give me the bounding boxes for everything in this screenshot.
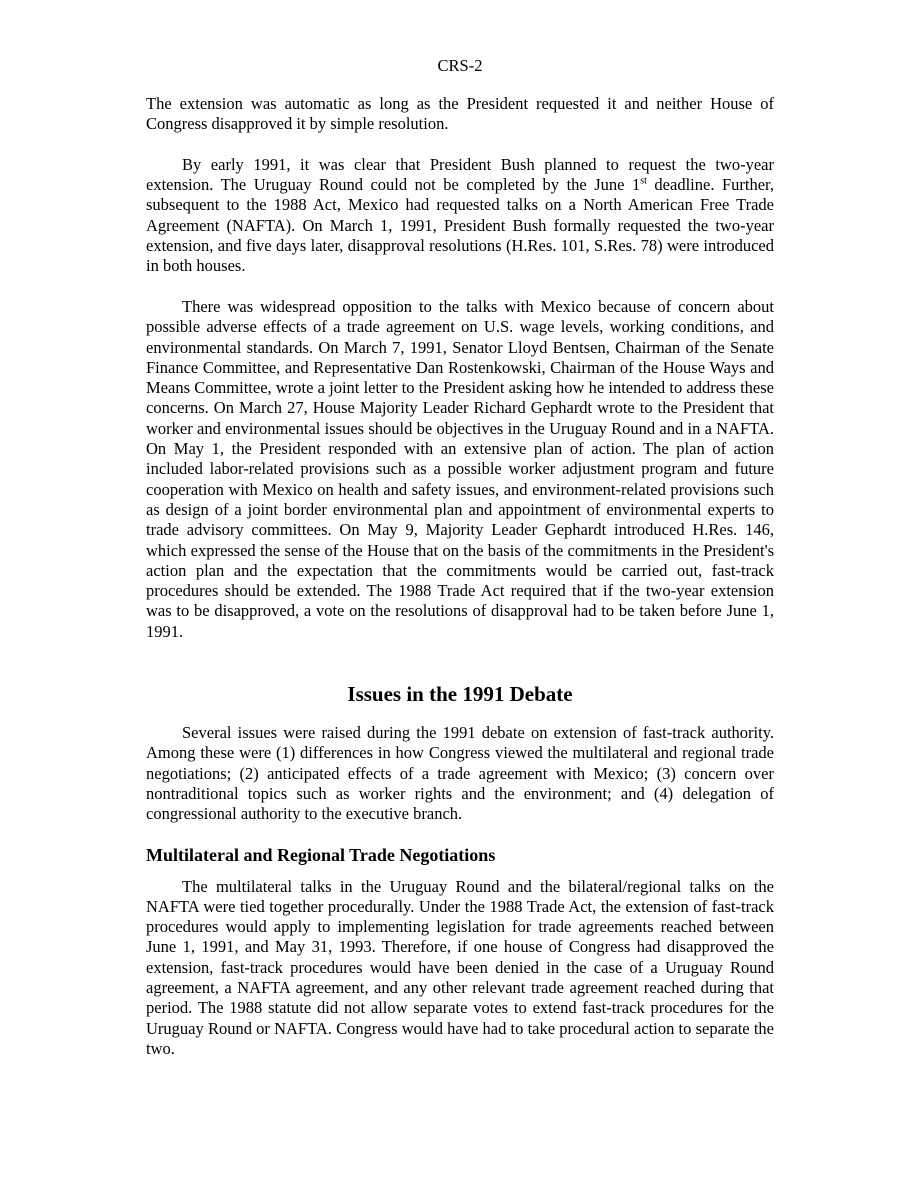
subsection-title: Multilateral and Regional Trade Negotiations [146, 844, 496, 865]
paragraph-early-1991 [146, 155, 774, 277]
section-title: Issues in the 1991 Debate [347, 682, 573, 707]
ordinal-superscript: st [640, 175, 647, 187]
paragraph-section-intro: Several issues were raised during the 1991 debate on extension of fast-track authority. Among these were (1) differences in how Congress viewed the multilateral and regional trade negotiations; (2) anticipated effects of a trade agreement with Mexico; (3) concern over nontraditional topics such as worker rights and the environment; and (4) delegation of congressional authority to the executive branch. [146, 723, 774, 824]
paragraph-spacer [146, 277, 774, 297]
paragraph-spacer [146, 135, 774, 155]
paragraph-early-1991-part-b: deadline. Further, subsequent to the 1988 Act, Mexico had requested talks on a North American Free Trade Agreement (NAFTA). On March 1, 1991, President Bush formally requested the two-year extension, and five days later, disapproval resolutions (H.Res. 101, S.Res. 78) were introduced in both houses. [146, 175, 774, 276]
paragraph-early-1991-part-a: By early 1991, it was clear that President Bush planned to request the two-year extension. The Uruguay Round could not be completed by the June 1 [146, 154, 774, 195]
paragraph-subsection-body: The multilateral talks in the Uruguay Round and the bilateral/regional talks on the NAFTA were tied together procedurally. Under the 1988 Trade Act, the extension of fast-track procedures would apply to implementing legislation for trade agreements reached between June 1, 1991, and May 31, 1993. Therefore, if one house of Congress had disapproved the extension, fast-track procedures would have been denied in the case of a Uruguay Round agreement, a NAFTA agreement, and any other relevant trade agreement reached during that period. The 1988 statute did not allow separate votes to extend fast-track procedures for the Uruguay Round or NAFTA. Congress would have had to take procedural action to separate the two. [146, 876, 774, 1058]
page-number: CRS-2 [437, 56, 483, 75]
paragraph-opposition-mexico: There was widespread opposition to the talks with Mexico because of concern about possible adverse effects of a trade agreement on U.S. wage levels, working conditions, and environmental standards. On March 7, 1991, Senator Lloyd Bentsen, Chairman of the Senate Finance Committee, and Representative Dan Rostenkowski, Chairman of the House Ways and Means Committee, wrote a joint letter to the President asking how he intended to address these concerns. On March 27, House Majority Leader Richard Gephardt wrote to the President that worker and environmental issues should be objectives in the Uruguay Round and in a NAFTA. On May 1, the President responded with an extensive plan of action. The plan of action included labor-related provisions such as a possible worker adjustment program and future cooperation with Mexico on health and safety issues, and environment-related provisions such as design of a joint border environmental plan and appointment of environmental experts to trade advisory committees. On May 9, Majority Leader Gephardt introduced H.Res. 146, which expressed the sense of the House that on the basis of the commitments in the President's action plan and the expectation that the commitments would be carried out, fast-track procedures should be extended. The 1988 Trade Act required that if the two-year extension was to be disapproved, a vote on the resolutions of disapproval had to be taken before June 1, 1991. [146, 296, 774, 641]
paragraph-extension-automatic: The extension was automatic as long as the President requested it and neither House of Congress disapproved it by simple resolution. [146, 94, 774, 134]
document-page [146, 56, 774, 1059]
